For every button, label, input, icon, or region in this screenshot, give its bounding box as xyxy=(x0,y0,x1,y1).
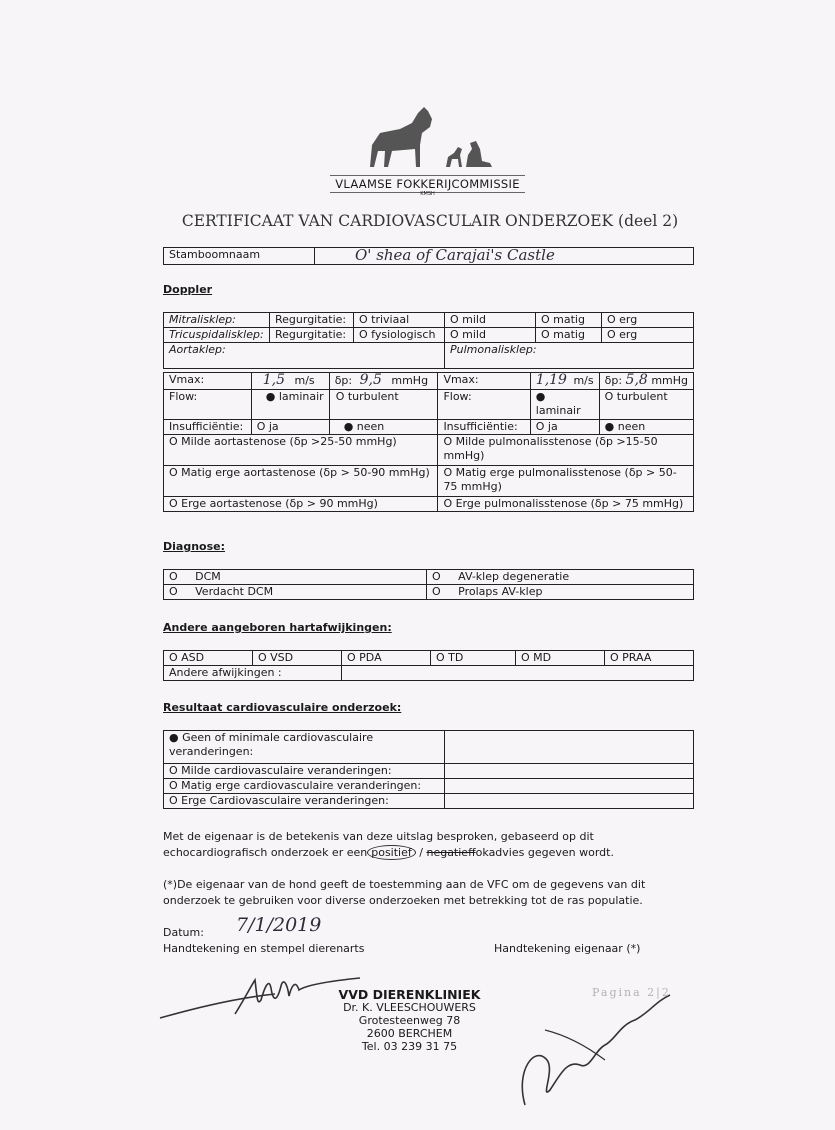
regurg-label: Regurgitatie: xyxy=(270,313,354,328)
stamboom-table xyxy=(163,247,694,265)
vfc-logo xyxy=(330,105,525,197)
regurg-label: Regurgitatie: xyxy=(270,328,354,343)
negatief-struck: negatief xyxy=(426,846,476,859)
laminair-aorta: ● laminair xyxy=(251,390,329,420)
aorta-dp-cell xyxy=(329,373,438,390)
org-sub: KMSH xyxy=(420,191,435,197)
resultaat-erg-value xyxy=(445,794,694,809)
laminair-pulm-mark: ● xyxy=(535,390,546,403)
stamp-city: 2600 BERCHEM xyxy=(366,1027,453,1040)
mitral-label: Mitralisklep: xyxy=(164,313,270,328)
advies-text: Met de eigenaar is de betekenis van deze uitslag besproken, gebaseerd op dit echocardiografisch onderzoek er een xyxy=(163,830,594,859)
datum-label: Datum: xyxy=(163,926,204,939)
pulm-dp-cell xyxy=(599,373,693,390)
toestemming-paragraph: (*)De eigenaar van de hond geeft de toestemming aan de VFC om de gegevens van dit onderzoek te gebruiken voor diverse onderzoeken met betrekking tot de ras populatie. xyxy=(163,878,646,907)
resultaat-erg: O Erge Cardiovasculaire veranderingen: xyxy=(164,794,445,809)
stamboom-value: O' shea of Carajai's Castle xyxy=(315,248,694,265)
doppler-values-table xyxy=(163,372,694,512)
resultaat-milde: O Milde cardiovasculaire veranderingen: xyxy=(164,764,445,779)
andere-pda: O PDA xyxy=(342,651,431,666)
mitral-opt: O mild xyxy=(445,313,536,328)
diagnose-heading: Diagnose: xyxy=(163,540,225,553)
pulm-label: Pulmonalisklep: xyxy=(445,343,694,369)
laminair-pulm-cell xyxy=(530,390,599,420)
page-number: Pagina 2|2 xyxy=(592,986,671,999)
neen-aorta: ● neen xyxy=(329,420,438,435)
mitral-opt: O triviaal xyxy=(354,313,445,328)
stamp-street: Grotesteenweg 78 xyxy=(358,1014,461,1027)
aorta-dp: 9,5 xyxy=(359,372,382,388)
diagnose-table xyxy=(163,569,694,600)
doppler-heading: Doppler xyxy=(163,283,213,296)
stamp-doctor: Dr. K. VLEESCHOUWERS xyxy=(343,1001,476,1014)
datum-value: 7/1/2019 xyxy=(236,914,322,936)
flow-label: Flow: xyxy=(438,390,530,420)
dogs-logo-icon xyxy=(330,105,525,175)
org-name: VLAAMSE FOKKERIJCOMMISSIE xyxy=(330,175,525,193)
turbulent-aorta: O turbulent xyxy=(329,390,438,420)
stamp-phone: Tel. 03 239 31 75 xyxy=(361,1040,458,1053)
insuf-label: Insufficiëntie: xyxy=(438,420,530,435)
resultaat-geen-value xyxy=(445,731,694,764)
advies-text-end: fokadvies gegeven wordt. xyxy=(475,846,614,859)
diagnose-prolaps: O Prolaps AV-klep xyxy=(427,585,694,600)
diagnose-av-klep: O AV-klep degeneratie xyxy=(427,570,694,585)
pulm-stenose-erg: O Erge pulmonalisstenose (δp > 75 mmHg) xyxy=(438,497,694,512)
page-title: CERTIFICAAT VAN CARDIOVASCULAIR ONDERZOEK (deel 2) xyxy=(181,212,679,230)
andere-heading: Andere aangeboren hartafwijkingen: xyxy=(163,621,392,634)
neen-pulm: ● neen xyxy=(599,420,693,435)
pulm-vmax: 1,19 xyxy=(535,372,567,388)
sign-vet-label: Handtekening en stempel dierenarts xyxy=(163,942,365,955)
andere-afwijkingen-value xyxy=(342,666,694,681)
mmhg-unit: mmHg xyxy=(651,374,688,387)
tricus-opt: O matig xyxy=(536,328,602,343)
vmax-label: Vmax: xyxy=(438,373,530,390)
advies-paragraph xyxy=(163,829,698,861)
resultaat-matig: O Matig erge cardiovasculaire veranderingen: xyxy=(164,779,445,794)
tricus-label: Tricuspidalisklep: xyxy=(164,328,270,343)
andere-afwijkingen-label: Andere afwijkingen : xyxy=(164,666,342,681)
tricus-opt: O mild xyxy=(445,328,536,343)
aorta-stenose-erg: O Erge aortastenose (δp > 90 mmHg) xyxy=(164,497,438,512)
advies-slash: / xyxy=(419,846,423,859)
dp-label: δp: xyxy=(334,374,353,387)
pulm-stenose-matig: O Matig erge pulmonalisstenose (δp > 50-75 mmHg) xyxy=(438,466,694,497)
resultaat-matig-value xyxy=(445,779,694,794)
owner-signature-icon xyxy=(505,990,685,1120)
stamboom-label: Stamboomnaam xyxy=(164,248,315,265)
insuf-label: Insufficiëntie: xyxy=(164,420,252,435)
positief-circled: positief xyxy=(367,845,416,860)
mmhg-unit: mmHg xyxy=(391,374,429,387)
aorta-stenose-matig: O Matig erge aortastenose (δp > 50-90 mmHg) xyxy=(164,466,438,497)
pulm-dp: 5,8 xyxy=(625,372,648,388)
pulm-stenose-mild: O Milde pulmonalisstenose (δp >15-50 mmHg) xyxy=(438,435,694,466)
vmax-label: Vmax: xyxy=(164,373,252,390)
sign-owner-label: Handtekening eigenaar (*) xyxy=(494,942,641,955)
ms-unit: m/s xyxy=(294,374,315,387)
andere-md: O MD xyxy=(516,651,605,666)
aorta-stenose-mild: O Milde aortastenose (δp >25-50 mmHg) xyxy=(164,435,438,466)
stamp-clinic: VVD DIERENKLINIEK xyxy=(338,987,481,1002)
vet-signature-icon xyxy=(155,968,370,1033)
aorta-vmax: 1,5 xyxy=(262,372,285,388)
tricus-opt: O erg xyxy=(602,328,694,343)
ja-aorta: O ja xyxy=(251,420,329,435)
andere-asd: O ASD xyxy=(164,651,253,666)
mitral-opt: O erg xyxy=(602,313,694,328)
tricus-opt: O fysiologisch xyxy=(354,328,445,343)
diagnose-dcm: O DCM xyxy=(164,570,427,585)
aorta-label: Aortaklep: xyxy=(164,343,445,369)
andere-vsd: O VSD xyxy=(253,651,342,666)
andere-table xyxy=(163,650,694,681)
resultaat-heading: Resultaat cardiovasculaire onderzoek: xyxy=(163,701,402,714)
resultaat-table xyxy=(163,730,694,809)
flow-label: Flow: xyxy=(164,390,252,420)
aorta-vmax-cell xyxy=(251,373,329,390)
pulm-vmax-cell xyxy=(530,373,599,390)
dp-label: δp: xyxy=(604,374,623,387)
mitral-opt: O matig xyxy=(536,313,602,328)
diagnose-verdacht-dcm: O Verdacht DCM xyxy=(164,585,427,600)
doppler-table xyxy=(163,312,694,369)
andere-praa: O PRAA xyxy=(605,651,694,666)
ja-pulm: O ja xyxy=(530,420,599,435)
andere-td: O TD xyxy=(431,651,516,666)
resultaat-milde-value xyxy=(445,764,694,779)
turbulent-pulm: O turbulent xyxy=(599,390,693,420)
resultaat-geen: ● Geen of minimale cardiovasculaire veranderingen: xyxy=(164,731,445,764)
laminair-pulm: laminair xyxy=(535,404,581,417)
ms-unit: m/s xyxy=(573,374,594,387)
